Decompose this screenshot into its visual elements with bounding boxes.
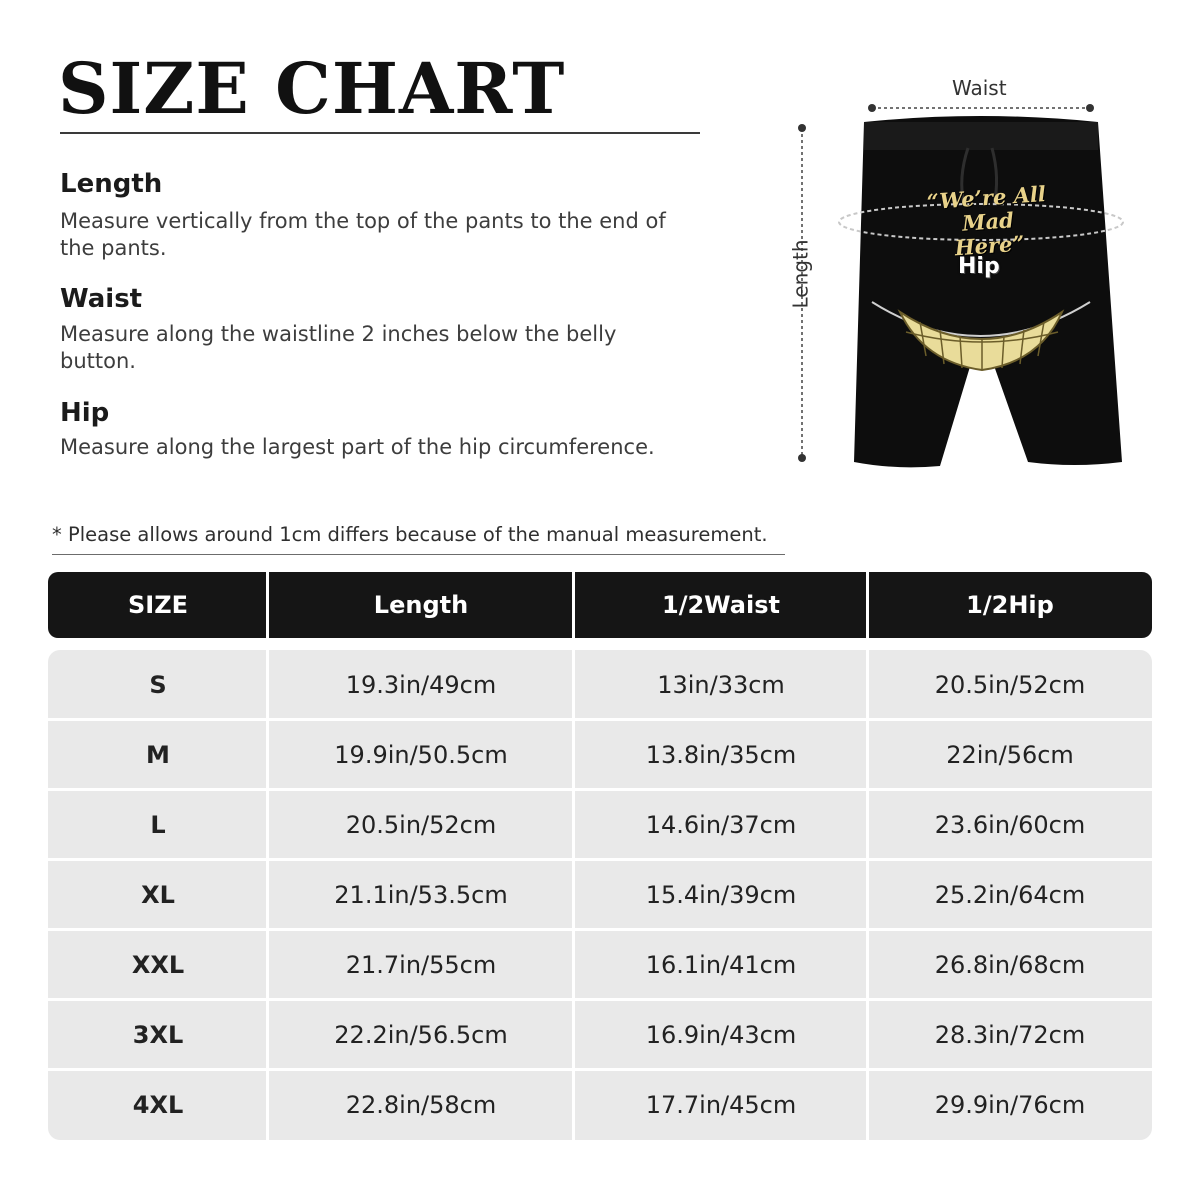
header-divider (866, 572, 869, 638)
table-body (48, 650, 1152, 1140)
waist-label: Waist (952, 76, 1007, 100)
cell-half-hip: 29.9in/76cm (934, 1091, 1086, 1119)
table-row (48, 650, 1152, 720)
title-divider (60, 132, 700, 134)
measurement-note: * Please allows around 1cm differs because of the manual measurement. (52, 523, 768, 546)
cell-size: XXL (131, 951, 185, 979)
table-header (48, 572, 1152, 638)
row-divider (48, 858, 1152, 861)
row-divider (48, 928, 1152, 931)
note-divider (52, 554, 785, 555)
cell-length: 20.5in/52cm (345, 811, 497, 839)
table-row (48, 790, 1152, 860)
cell-half-waist: 14.6in/37cm (645, 811, 797, 839)
table-row (48, 1070, 1152, 1140)
cell-size: 4XL (132, 1091, 184, 1119)
row-divider (48, 998, 1152, 1001)
column-header-size: SIZE (127, 591, 188, 619)
row-divider (48, 1068, 1152, 1071)
cell-half-waist: 13in/33cm (657, 671, 785, 699)
cell-half-hip: 20.5in/52cm (934, 671, 1086, 699)
cell-half-hip: 25.2in/64cm (934, 881, 1086, 909)
cell-half-waist: 16.1in/41cm (645, 951, 797, 979)
cell-size: S (149, 671, 167, 699)
cell-length: 22.8in/58cm (345, 1091, 497, 1119)
waistband (864, 122, 1098, 150)
shorts-measurement-figure (760, 70, 1180, 490)
column-header-half-waist: 1/2Waist (662, 591, 780, 619)
cell-size: 3XL (132, 1021, 184, 1049)
header-divider (572, 572, 575, 638)
cell-length: 19.3in/49cm (345, 671, 497, 699)
header-divider (266, 572, 269, 638)
column-header-half-hip: 1/2Hip (966, 591, 1054, 619)
cell-length: 22.2in/56.5cm (334, 1021, 508, 1049)
table-row (48, 860, 1152, 930)
cell-length: 21.7in/55cm (345, 951, 497, 979)
waist-measure-line (868, 104, 1094, 112)
page-title: SIZE CHART (58, 47, 566, 130)
cell-half-hip: 26.8in/68cm (934, 951, 1086, 979)
cell-half-hip: 22in/56cm (946, 741, 1074, 769)
shorts-print-text: “We’re All Mad Here” (925, 180, 1047, 261)
length-label: Length (788, 239, 813, 309)
table-row (48, 930, 1152, 1000)
cell-half-hip: 28.3in/72cm (934, 1021, 1086, 1049)
cell-size: M (146, 741, 170, 769)
hip-label: Hip (958, 254, 1000, 279)
cell-half-waist: 17.7in/45cm (645, 1091, 797, 1119)
row-divider (48, 788, 1152, 791)
cell-size: XL (141, 881, 175, 909)
table-row (48, 1000, 1152, 1070)
definition-term-length: Length (60, 169, 163, 199)
column-header-length: Length (373, 591, 469, 619)
definition-text-waist: Measure along the waistline 2 inches below the belly button. (60, 322, 617, 373)
cell-half-waist: 16.9in/43cm (645, 1021, 797, 1049)
definition-text-length: Measure vertically from the top of the pants to the end of the pants. (60, 209, 666, 260)
shorts-illustration (760, 70, 1180, 490)
cell-half-waist: 13.8in/35cm (645, 741, 797, 769)
definition-term-hip: Hip (60, 398, 110, 428)
row-divider (48, 718, 1152, 721)
definition-term-waist: Waist (60, 284, 143, 314)
cell-length: 21.1in/53.5cm (334, 881, 508, 909)
cell-half-waist: 15.4in/39cm (645, 881, 797, 909)
shorts-body (854, 116, 1122, 467)
cell-size: L (150, 811, 166, 839)
table-row (48, 720, 1152, 790)
definition-text-hip: Measure along the largest part of the hip circumference. (60, 435, 655, 459)
cell-length: 19.9in/50.5cm (334, 741, 508, 769)
cell-half-hip: 23.6in/60cm (934, 811, 1086, 839)
